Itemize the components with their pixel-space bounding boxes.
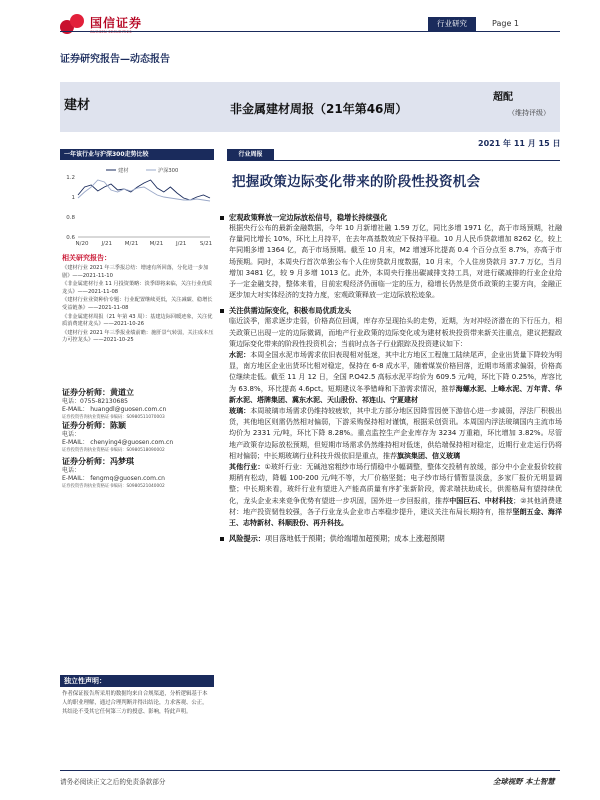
section-heading (219, 305, 562, 316)
x-tick-label: M/21 (149, 241, 164, 247)
analyst-2 (62, 420, 214, 454)
analyst-name: 证券分析师：黄道立 (62, 388, 134, 397)
page-number: Page 1 (492, 19, 519, 28)
glass-text: 本周玻璃市场需求仍维持较疲软，其中北方部分地区因降雪因使下游信心进一步减弱，浮法厂积极出货，其他地区则需仍然相对偏弱，下游采购保持相对谨慎，根据采创资讯。本周国内浮法玻璃国内主流市场均价为 2331 元/吨，环比下降 8.28%。重点监控生产企业库存为 3234 万重箱，环比增加 3.82%。尽管地产政策存边际放松预期，但短期市场需求仍然维持相对低迷，供给端保持相对稳定，近期行业走运行仍将相对偏弱；中长期玻璃行业科技升级依旧是重点，推荐 (229, 407, 563, 460)
glass-paragraph (219, 406, 562, 462)
related-report-item[interactable]: 《非金属建材行业 11 月投资策略：淡季即将来临，关注行业优质龙头》——2021-11-08 (62, 281, 212, 295)
other-paragraph (219, 462, 562, 529)
risk-label: 风险提示： (229, 534, 265, 544)
y-tick-label: 0.8 (66, 215, 75, 221)
analyst-email[interactable]: E-MAIL： huangdl@guosen.com.cn (62, 406, 167, 413)
related-report-item[interactable]: 《建材行业 2021 年三季报总结：增速有所回落，分化进一步加剧》——2021-11-10 (62, 265, 209, 279)
other-picks-2: 坚朗五金、海洋王、志特新材、科顺股份、再升科技。 (229, 507, 563, 528)
header-rule (60, 31, 560, 32)
analyst-1 (62, 387, 214, 421)
industry-label: 建材 (64, 98, 91, 113)
analyst-name: 证券分析师：冯梦琪 (62, 457, 134, 466)
rating-note: （维持评级） (508, 109, 550, 117)
legend-label: 沪深300 (158, 168, 179, 174)
chart-panel-header: 一年该行业与沪深300走势比较 (60, 149, 214, 160)
cement-picks: 海螺水泥、上峰水泥、万年青、华新水泥、塔牌集团、冀东水泥、天山股份、祁连山、宁夏建材 (229, 384, 563, 404)
analyst-name: 证券分析师：陈颖 (62, 421, 126, 430)
y-tick-label: 0.6 (66, 235, 75, 241)
glass-label: 玻璃： (229, 407, 251, 416)
cement-paragraph (219, 350, 562, 406)
header-tag: 行业研究 (428, 17, 476, 31)
analyst-phone-label: 电话： (62, 431, 81, 438)
y-tick-label: 1 (71, 195, 75, 201)
related-report-item[interactable]: 《建材行业业资种价专题：行业配置继续更低，关注减碳、稳增长受益链条》——2021-11-08 (62, 297, 213, 311)
rating-label: 超配 (493, 92, 513, 103)
title-band (60, 82, 560, 132)
y-tick-label: 1.2 (66, 175, 75, 181)
brand-mark-icon (60, 14, 86, 36)
analyst-phone-label: 电话： (62, 398, 81, 405)
trend-chart (60, 163, 214, 249)
analyst-phone (62, 467, 214, 475)
other-text-2: ；②其他消费建材：地产投资韧性较强，各子行业龙头企业市占率稳步提升，建议关注布局长期持有，推荐 (229, 496, 563, 516)
related-report-item[interactable]: 《非金属建材周报（21 年第 43 周）：基建边际回暖迹象，关注优质消费建材龙头》——2021-10-26 (62, 313, 213, 328)
risk-heading (219, 533, 562, 544)
related-reports-head: 相关研究报告： (62, 254, 111, 262)
footer-disclaimer: 请务必阅读正文之后的免责条款部分 (60, 778, 166, 786)
cement-text: 本周全国水泥市场需求依旧表现相对低迷，其中北方地区工程施工陆续尾声，企业出货量下降较为明显，南方地区企业出货环比相对稳定，保持在 6-8 成水平，随着煤炭价格回落，近期市场需求偏弱，价格高位继续走低。截至 11 月 12 日，全国 P.O42.5 高标水泥平均价为 609.5 元/吨，环比下降 0.25%，库容比为 63.8%，环比提高 4.6pct。短期建议冬季错峰和下游需求情况，推荐 (229, 351, 563, 393)
report-date: 2021 年 11 月 15 日 (478, 139, 561, 148)
series-line (78, 180, 210, 200)
cement-label: 水泥： (229, 351, 251, 360)
risk-text: 项目落地低于预期；供给端增加超预期；成本上涨超预期 (264, 534, 445, 544)
analyst-email[interactable]: E-MAIL： fengmq@guosen.com.cn (62, 475, 165, 482)
bullet-icon (220, 309, 224, 313)
other-picks: 中国巨石、中材科技 (449, 496, 514, 505)
related-report-item[interactable]: 《建材行业 2021 年三季报业绩前瞻：施肝景气转弱，关注成本压力可控龙头》——2021-10-25 (62, 329, 214, 344)
brand-logo (60, 14, 142, 36)
x-tick-label: N/20 (75, 241, 89, 247)
brand-name: 国信证券 (90, 15, 143, 30)
analyst-phone (62, 398, 214, 406)
x-tick-label: J/21 (101, 241, 113, 247)
bullet-icon (220, 537, 224, 541)
analyst-email[interactable]: E-MAIL： chenying4@guosen.com.cn (62, 439, 174, 446)
independence-body: 作者保证报告所采用的数据均来自合规渠道，分析逻辑基于本人的职业理解，通过合理判断并得出结论，力求客观、公正，其结论不受其它任何第三方的授意、影响，特此声明。 (62, 691, 208, 715)
analyst-3 (62, 456, 214, 490)
other-label: 其他行业： (229, 463, 265, 472)
glass-picks: 旗滨集团、信义玻璃 (397, 451, 460, 460)
legend-label: 建材 (118, 168, 129, 174)
analyst-cert: 证券投资咨询执业资格证书编码：S0980511070003 (62, 415, 165, 420)
analyst-cert: 证券投资咨询执业资格证书编码：S0980518090002 (62, 448, 165, 453)
trend-chart-svg (60, 163, 214, 249)
related-reports (62, 253, 214, 346)
section-heading-text: 宏观政策释放一定边际放松信号，稳增长持续强化 (229, 213, 388, 222)
other-text: ①玻纤行业：无碱池窑粗纱市场行情稳中小幅调整，整体交投稍有放缓，部分中小企业报价较前期稍有松动，降幅 100-200 元/吨不等，大厂价格坚挺；电子纱市场行情暂显淡盘，多家厂报价无明显调整；中长期来看，玻纤行业有望进入产能高质量有序扩张新阶段，需求端扶助成长，供需格局有望持续优化，龙头企业未来竞争优势有望进一步巩固，国外进一步回报前，推荐 (229, 463, 562, 505)
headline: 把握政策边际变化带来的阶段性投资机会 (232, 174, 481, 190)
report-title: 非金属建材周报（21年第46周） (230, 102, 408, 116)
x-tick-label: J/21 (175, 241, 187, 247)
x-tick-label: M/21 (124, 241, 139, 247)
report-type: 证券研究报告—动态报告 (60, 54, 170, 65)
section-heading-text: 关注供需边际变化，积极布局优质龙头 (229, 306, 352, 316)
section-paragraph: 临近淡季，需求逐步走弱，价格高位回调，库存亦呈现抬头的走势，近期，为对冲经济潜在的下行压力，相关政策已出现一定的边际微调，而地产行业政策的边际变化或为建材板块投资带来新关注重点，建议把握政策边际变化带来的阶段性投资机会；当前时点各子行业跟踪及投资建议如下： (229, 317, 562, 348)
section-tag: 行业周报 (227, 149, 274, 160)
section-paragraph: 根据央行公布的最新金融数据，今年 10 月新增社融 1.59 万亿，同比多增 1971 亿，高于市场预期，社融存量同比增长 10%，环比上月持平，在去年高基数效应下保持平稳。10 月人民币贷款增加 8262 亿，较上年同期多增 1364 亿，高于市场预期。截至 10 月末，M2 增速环比提高 0.4 个百分点至 8.7%，亦高于市场预期。同时，本周央行首次单独公布个人住房贷款月度数据，10 月末，个人住房贷款月 37.7 万亿，当月增加 3481 亿，较 9 月多增 1013 亿。此外，本周央行推出碳减排支持工具，对进行碳减排的行业企业给予一定金融支持，整体来看，目前宏观经济仍面临一定的压力，稳增长仍然是货币政策的主要方向，金融正逐步加大对实体经济的支持力度，宏观政策释放一定边际放松迹象。 (229, 224, 562, 300)
analyst-phone-label: 电话： (62, 467, 81, 474)
analyst-cert: 证券投资咨询执业资格证书编码：S0980521040002 (62, 484, 165, 489)
analyst-phone-number: 0755-82130685 (80, 398, 128, 405)
independence-header: 独立性声明： (60, 675, 214, 687)
report-body (219, 212, 562, 544)
footer-slogan: 全球视野 本土智慧 (493, 777, 555, 786)
section-rule (227, 160, 560, 161)
bullet-icon (220, 216, 224, 220)
x-tick-label: S/21 (199, 241, 213, 247)
footer-rule (60, 770, 560, 771)
analyst-phone (62, 431, 214, 439)
section-heading (219, 212, 562, 223)
